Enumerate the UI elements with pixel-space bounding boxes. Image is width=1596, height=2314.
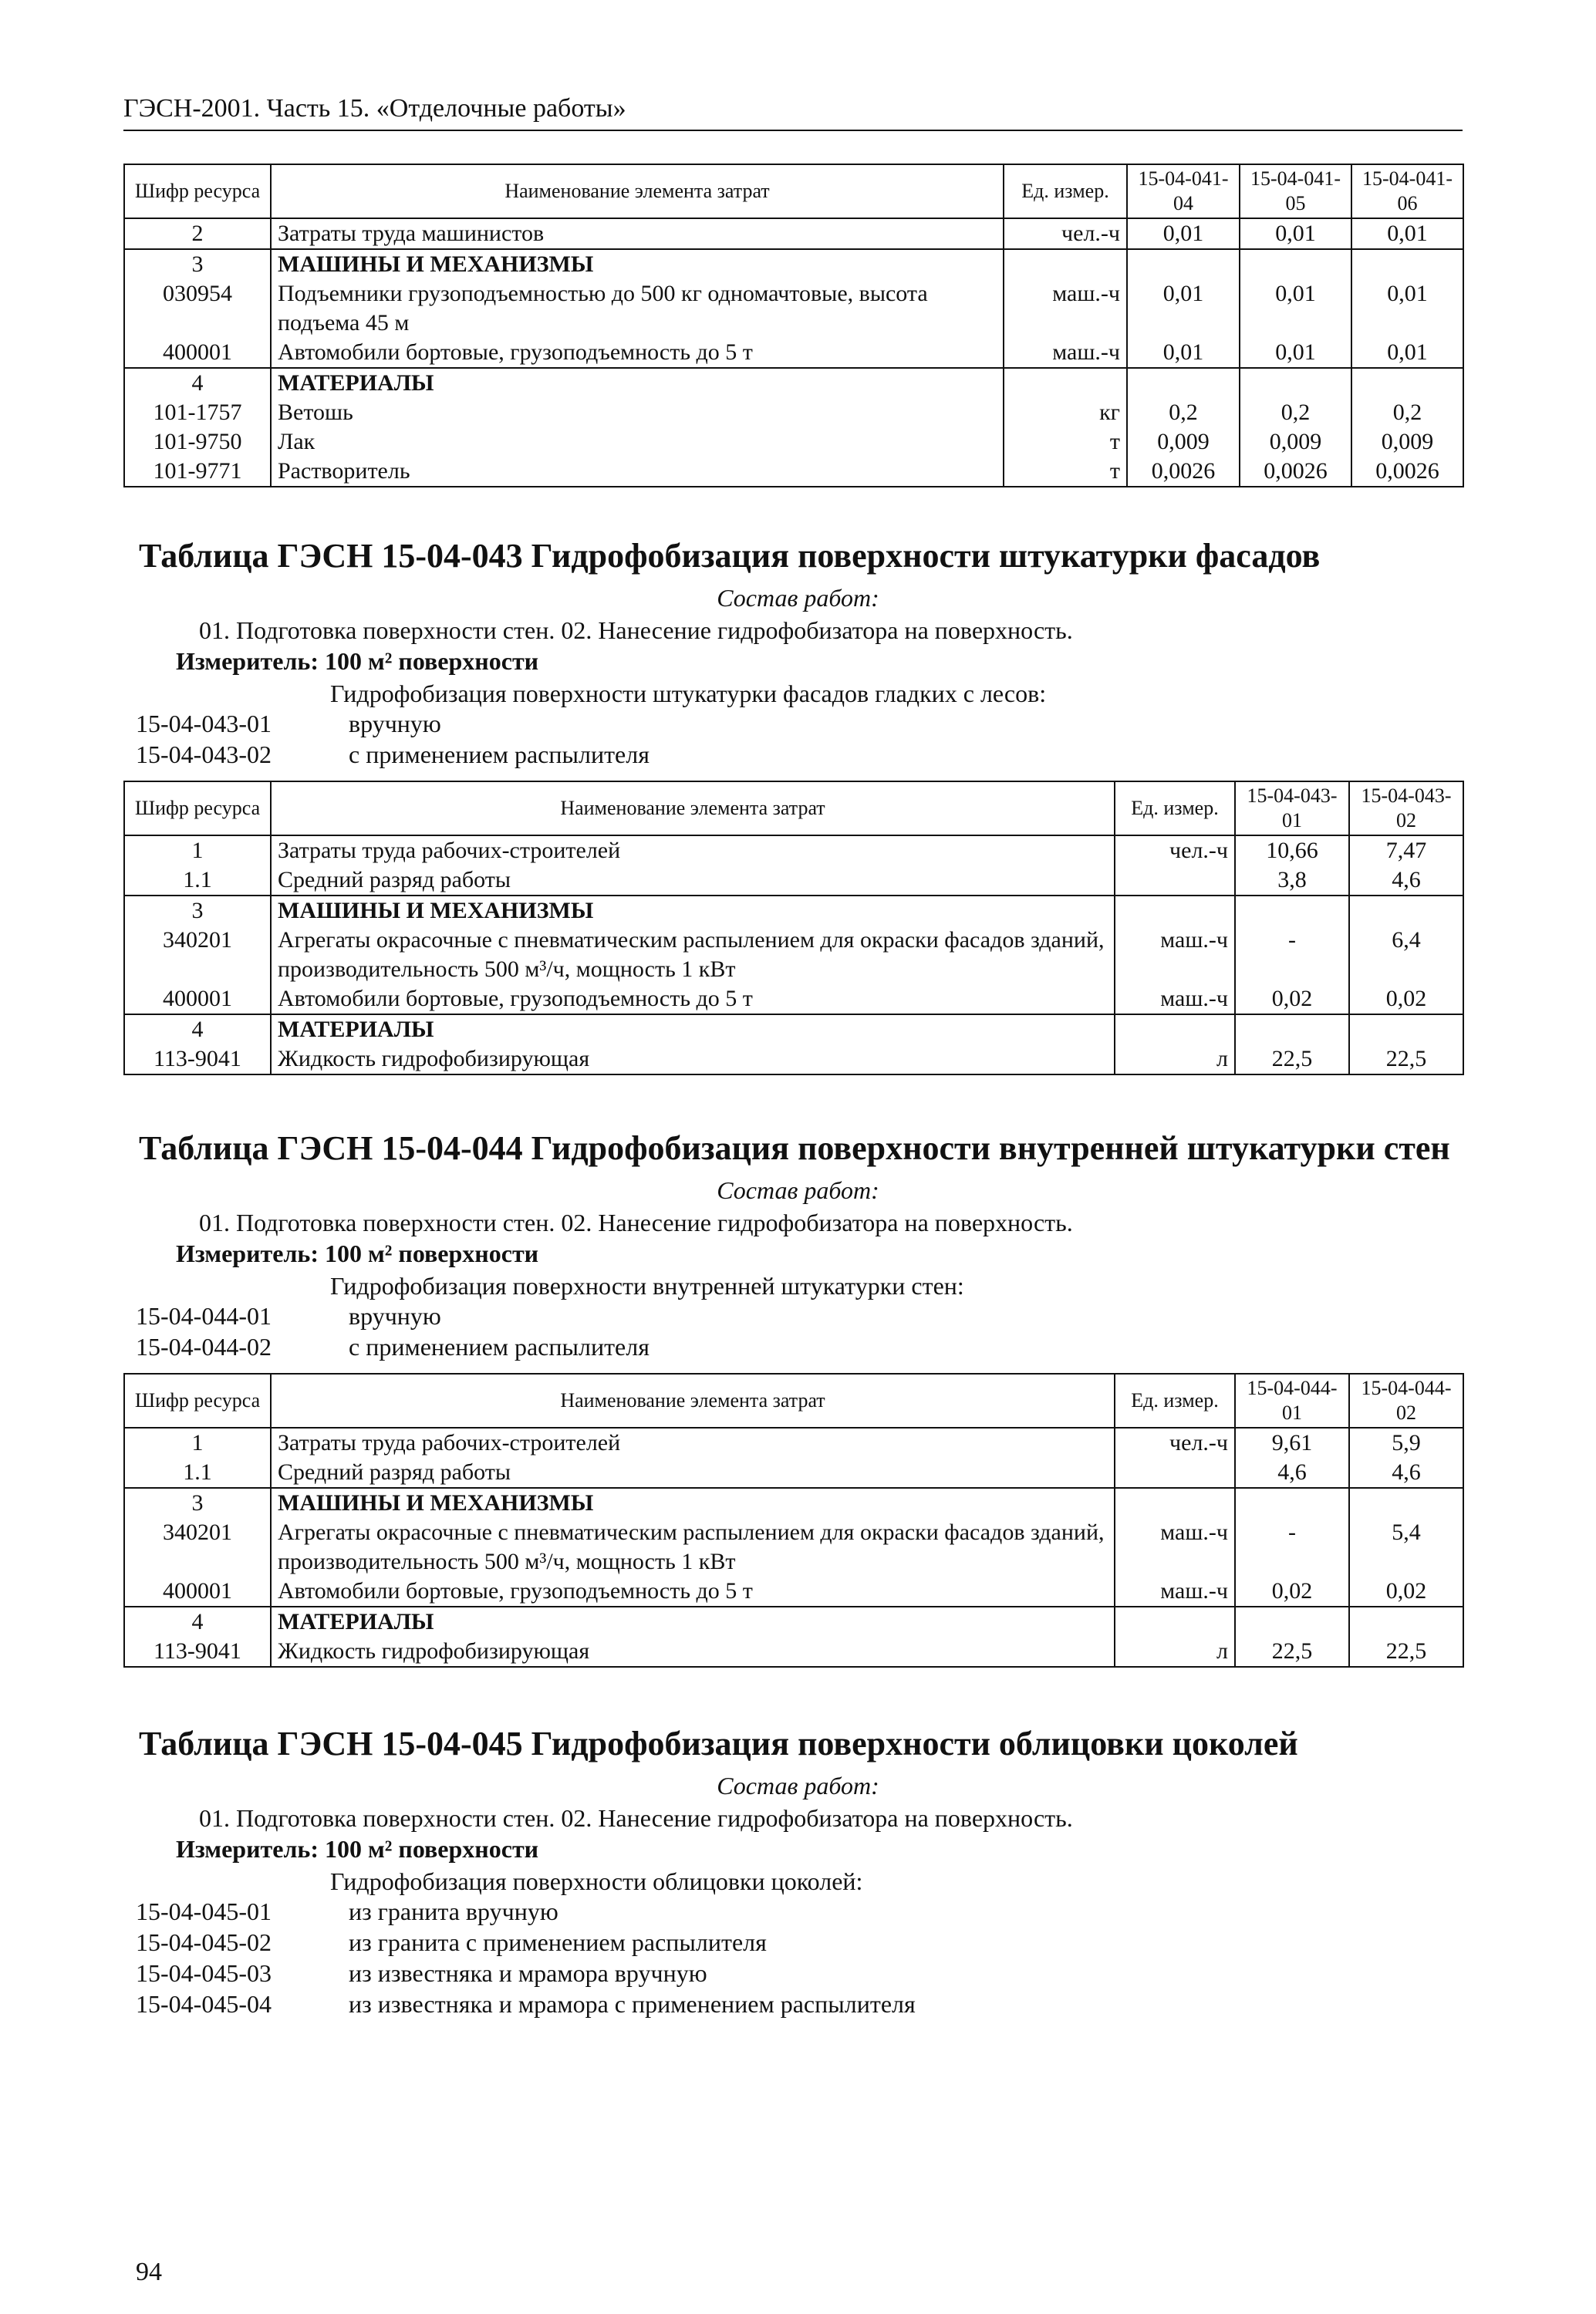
measure-unit: Измеритель: 100 м² поверхности [176, 1240, 539, 1267]
resource-code: 4 [124, 1607, 271, 1637]
unit: маш.-ч [1115, 926, 1235, 984]
col-header-norm: 15-04-043-02 [1349, 781, 1463, 835]
unit: т [1004, 457, 1127, 487]
table-row [124, 398, 1463, 427]
norm-value: 0,01 [1240, 279, 1351, 338]
work-operations: 01. Подготовка поверхности стен. 02. Нанесение гидрофобизатора на поверхность. [199, 1804, 1073, 1832]
norm-variant [136, 1331, 650, 1362]
resource-name: Агрегаты окрасочные с пневматическим распылением для окраски фасадов зданий, производительность 500 м³/ч, мощность 1 кВт [271, 926, 1115, 984]
section-heading: МАТЕРИАЛЫ [271, 368, 1004, 398]
norm-code: 15-04-045-02 [136, 1928, 272, 1956]
work-composition-label: Состав работ: [717, 1772, 879, 1800]
table-row [124, 1014, 1463, 1044]
resource-code: 030954 [124, 279, 271, 338]
resource-name: Затраты труда рабочих-строителей [271, 835, 1115, 865]
norm-code: 15-04-045-03 [136, 1959, 272, 1987]
col-header-name: Наименование элемента затрат [271, 1374, 1115, 1428]
table-row [124, 1577, 1463, 1607]
resource-table-043 [123, 781, 1464, 1075]
unit: т [1004, 427, 1127, 457]
col-header-name: Наименование элемента затрат [271, 164, 1004, 218]
resource-code: 400001 [124, 984, 271, 1014]
resource-code: 3 [124, 896, 271, 926]
norm-intro: Гидрофобизация поверхности внутренней штукатурки стен: [330, 1272, 964, 1300]
resource-code: 340201 [124, 926, 271, 984]
norm-value: 0,2 [1127, 398, 1240, 427]
resource-name: Средний разряд работы [271, 1458, 1115, 1488]
norm-description: из гранита вручную [349, 1897, 558, 1925]
measure-unit: Измеритель: 100 м² поверхности [176, 1835, 539, 1863]
resource-code: 4 [124, 368, 271, 398]
norm-value: 0,02 [1349, 1577, 1463, 1607]
table-row [124, 249, 1463, 279]
unit [1115, 1458, 1235, 1488]
work-composition-label: Состав работ: [717, 584, 879, 612]
page-number: 94 [136, 2258, 162, 2286]
norm-value: 0,01 [1351, 338, 1463, 368]
norm-value: 22,5 [1235, 1637, 1349, 1667]
norm-description: из известняка и мрамора с применением распылителя [349, 1990, 916, 2018]
norm-variant [136, 708, 441, 739]
col-header-norm: 15-04-041-06 [1351, 164, 1463, 218]
norm-code: 15-04-044-01 [136, 1302, 272, 1330]
measure-unit: Измеритель: 100 м² поверхности [176, 647, 539, 675]
col-header-norm: 15-04-041-04 [1127, 164, 1240, 218]
col-header-unit: Ед. измер. [1004, 164, 1127, 218]
resource-code: 1.1 [124, 865, 271, 896]
section-heading: МАШИНЫ И МЕХАНИЗМЫ [271, 1488, 1115, 1518]
col-header-code: Шифр ресурса [124, 1374, 271, 1428]
table-row [124, 835, 1463, 865]
col-header-norm: 15-04-043-01 [1235, 781, 1349, 835]
table-row [124, 1044, 1463, 1074]
norm-value: 0,0026 [1127, 457, 1240, 487]
norm-code: 15-04-045-04 [136, 1990, 272, 2018]
work-operations: 01. Подготовка поверхности стен. 02. Нанесение гидрофобизатора на поверхность. [199, 1209, 1073, 1236]
norm-intro: Гидрофобизация поверхности облицовки цоколей: [330, 1867, 863, 1895]
norm-value: 4,6 [1235, 1458, 1349, 1488]
norm-value: 0,01 [1351, 279, 1463, 338]
norm-value: 0,2 [1240, 398, 1351, 427]
section-heading: МАТЕРИАЛЫ [271, 1014, 1115, 1044]
norm-value: 5,4 [1349, 1518, 1463, 1577]
table-row [124, 427, 1463, 457]
norm-value: 10,66 [1235, 835, 1349, 865]
table-title-043: Таблица ГЭСН 15-04-043 Гидрофобизация поверхности штукатурки фасадов [139, 537, 1321, 575]
resource-table-044 [123, 1373, 1464, 1668]
resource-name: Жидкость гидрофобизирующая [271, 1637, 1115, 1667]
norm-value: 0,2 [1351, 398, 1463, 427]
table-title-044: Таблица ГЭСН 15-04-044 Гидрофобизация поверхности внутренней штукатурки стен [139, 1129, 1450, 1167]
norm-value: 0,009 [1240, 427, 1351, 457]
norm-value: 6,4 [1349, 926, 1463, 984]
norm-value: 0,0026 [1351, 457, 1463, 487]
section-heading: МАШИНЫ И МЕХАНИЗМЫ [271, 896, 1115, 926]
norm-value: 0,009 [1351, 427, 1463, 457]
work-composition-label: Состав работ: [717, 1176, 879, 1204]
resource-code: 113-9041 [124, 1637, 271, 1667]
unit: чел.-ч [1115, 1428, 1235, 1458]
norm-value: 0,01 [1240, 338, 1351, 368]
resource-code: 400001 [124, 338, 271, 368]
norm-value: 0,02 [1235, 984, 1349, 1014]
table-row [124, 338, 1463, 368]
table-row [124, 1458, 1463, 1488]
norm-value: 0,01 [1240, 218, 1351, 249]
table-row [124, 926, 1463, 984]
norm-value: 22,5 [1349, 1637, 1463, 1667]
resource-name: Агрегаты окрасочные с пневматическим распылением для окраски фасадов зданий, производительность 500 м³/ч, мощность 1 кВт [271, 1518, 1115, 1577]
unit: маш.-ч [1004, 338, 1127, 368]
unit: маш.-ч [1004, 279, 1127, 338]
norm-value: 4,6 [1349, 865, 1463, 896]
resource-code: 1 [124, 1428, 271, 1458]
section-heading: МАТЕРИАЛЫ [271, 1607, 1115, 1637]
table-row [124, 1428, 1463, 1458]
table-row [124, 457, 1463, 487]
norm-description: из известняка и мрамора вручную [349, 1959, 707, 1987]
table-row [124, 984, 1463, 1014]
resource-name: Лак [271, 427, 1004, 457]
norm-description: из гранита с применением распылителя [349, 1928, 767, 1956]
norm-value: 0,02 [1349, 984, 1463, 1014]
resource-code: 113-9041 [124, 1044, 271, 1074]
norm-variant [136, 1958, 707, 1988]
unit: л [1115, 1637, 1235, 1667]
table-row [124, 1518, 1463, 1577]
unit: чел.-ч [1115, 835, 1235, 865]
norm-value: - [1235, 926, 1349, 984]
unit [1115, 865, 1235, 896]
resource-code: 3 [124, 249, 271, 279]
resource-name: Подъемники грузоподъемностью до 500 кг одномачтовые, высота подъема 45 м [271, 279, 1004, 338]
unit: маш.-ч [1115, 984, 1235, 1014]
norm-value: 22,5 [1349, 1044, 1463, 1074]
resource-name: Средний разряд работы [271, 865, 1115, 896]
resource-name: Автомобили бортовые, грузоподъемность до 5 т [271, 338, 1004, 368]
resource-name: Растворитель [271, 457, 1004, 487]
norm-value: 0,01 [1351, 218, 1463, 249]
table-row [124, 865, 1463, 896]
resource-code: 340201 [124, 1518, 271, 1577]
resource-code: 4 [124, 1014, 271, 1044]
table-row [124, 279, 1463, 338]
col-header-norm: 15-04-041-05 [1240, 164, 1351, 218]
norm-value: - [1235, 1518, 1349, 1577]
table-row [124, 1607, 1463, 1637]
resource-name: Жидкость гидрофобизирующая [271, 1044, 1115, 1074]
table-row [124, 896, 1463, 926]
norm-value: 7,47 [1349, 835, 1463, 865]
col-header-unit: Ед. измер. [1115, 1374, 1235, 1428]
table-title-045: Таблица ГЭСН 15-04-045 Гидрофобизация поверхности облицовки цоколей [139, 1725, 1298, 1762]
norm-variant [136, 1927, 767, 1958]
resource-code: 101-1757 [124, 398, 271, 427]
norm-intro: Гидрофобизация поверхности штукатурки фасадов гладких с лесов: [330, 680, 1047, 707]
col-header-norm: 15-04-044-01 [1235, 1374, 1349, 1428]
table-row [124, 218, 1463, 249]
resource-code: 1 [124, 835, 271, 865]
norm-value: 4,6 [1349, 1458, 1463, 1488]
norm-value: 0,01 [1127, 338, 1240, 368]
section-heading: МАШИНЫ И МЕХАНИЗМЫ [271, 249, 1004, 279]
table-row [124, 368, 1463, 398]
resource-name: Ветошь [271, 398, 1004, 427]
running-header: ГЭСН-2001. Часть 15. «Отделочные работы» [123, 91, 1463, 131]
norm-code: 15-04-044-02 [136, 1333, 272, 1361]
work-operations: 01. Подготовка поверхности стен. 02. Нанесение гидрофобизатора на поверхность. [199, 616, 1073, 644]
norm-value: 0,0026 [1240, 457, 1351, 487]
table-row [124, 1637, 1463, 1667]
col-header-unit: Ед. измер. [1115, 781, 1235, 835]
norm-value: 3,8 [1235, 865, 1349, 896]
norm-value: 0,02 [1235, 1577, 1349, 1607]
norm-value: 0,01 [1127, 218, 1240, 249]
resource-code: 400001 [124, 1577, 271, 1607]
norm-variant [136, 739, 650, 770]
resource-name: Затраты труда машинистов [271, 218, 1004, 249]
col-header-code: Шифр ресурса [124, 164, 271, 218]
norm-code: 15-04-043-02 [136, 740, 272, 768]
resource-name: Автомобили бортовые, грузоподъемность до 5 т [271, 984, 1115, 1014]
unit: кг [1004, 398, 1127, 427]
resource-name: Автомобили бортовые, грузоподъемность до 5 т [271, 1577, 1115, 1607]
norm-code: 15-04-043-01 [136, 710, 272, 737]
norm-description: вручную [349, 710, 441, 737]
resource-code: 101-9771 [124, 457, 271, 487]
resource-code: 101-9750 [124, 427, 271, 457]
resource-table-041 [123, 164, 1464, 487]
norm-value: 0,01 [1127, 279, 1240, 338]
norm-variant [136, 1896, 558, 1927]
norm-code: 15-04-045-01 [136, 1897, 272, 1925]
norm-variant [136, 1988, 916, 2019]
norm-description: вручную [349, 1302, 441, 1330]
norm-value: 22,5 [1235, 1044, 1349, 1074]
unit: чел.-ч [1004, 218, 1127, 249]
resource-code: 3 [124, 1488, 271, 1518]
col-header-norm: 15-04-044-02 [1349, 1374, 1463, 1428]
norm-description: с применением распылителя [349, 1333, 650, 1361]
resource-code: 1.1 [124, 1458, 271, 1488]
col-header-code: Шифр ресурса [124, 781, 271, 835]
norm-value: 9,61 [1235, 1428, 1349, 1458]
resource-name: Затраты труда рабочих-строителей [271, 1428, 1115, 1458]
resource-code: 2 [124, 218, 271, 249]
unit: л [1115, 1044, 1235, 1074]
col-header-name: Наименование элемента затрат [271, 781, 1115, 835]
table-row [124, 1488, 1463, 1518]
unit: маш.-ч [1115, 1518, 1235, 1577]
norm-variant [136, 1300, 441, 1331]
unit: маш.-ч [1115, 1577, 1235, 1607]
norm-value: 5,9 [1349, 1428, 1463, 1458]
norm-value: 0,009 [1127, 427, 1240, 457]
norm-description: с применением распылителя [349, 740, 650, 768]
